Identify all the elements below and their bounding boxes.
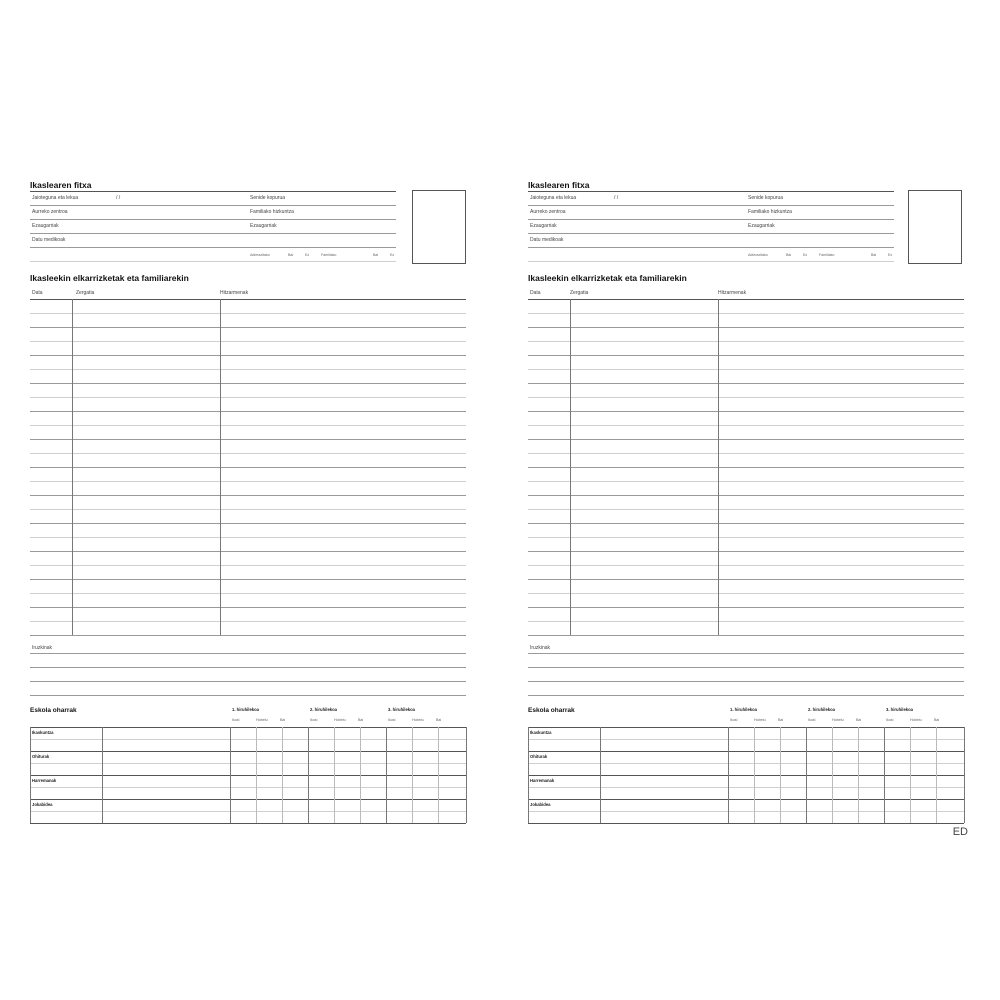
period-3: 3. hiruhilekoa bbox=[886, 707, 913, 712]
talks-row-rule bbox=[30, 355, 466, 356]
field-prev-school: Aurreko zentroa bbox=[530, 209, 566, 215]
col-agreements: Hitzarmenak bbox=[220, 290, 249, 296]
school-group-label: Ohiturak bbox=[530, 754, 548, 759]
school-column-rule bbox=[256, 727, 257, 823]
school-row-rule bbox=[528, 823, 964, 824]
school-row-rule bbox=[30, 727, 466, 728]
school-column-rule bbox=[884, 727, 885, 823]
talks-row-rule bbox=[30, 369, 466, 370]
school-row-rule bbox=[30, 811, 466, 812]
school-row-rule bbox=[528, 787, 964, 788]
talks-row-rule bbox=[528, 467, 964, 468]
field-birth: Jaioteguna eta lekua bbox=[32, 195, 79, 201]
photo-box bbox=[908, 190, 962, 264]
school-group-label: Jokabidea bbox=[32, 802, 53, 807]
talks-row-rule bbox=[528, 607, 964, 608]
talks-row-rule bbox=[30, 635, 466, 636]
school-row-rule bbox=[528, 739, 964, 740]
school-column-rule bbox=[386, 727, 387, 823]
talks-row-rule bbox=[30, 411, 466, 412]
col-agreements: Hitzarmenak bbox=[718, 290, 747, 296]
talks-column-rule bbox=[570, 299, 571, 635]
school-row-rule bbox=[528, 763, 964, 764]
school-column-rule bbox=[528, 727, 529, 823]
check-no-2: Ez bbox=[390, 253, 395, 257]
talks-row-rule bbox=[528, 635, 964, 636]
talks-row-rule bbox=[30, 439, 466, 440]
period-subcol-label: Hobetu bbox=[412, 718, 424, 722]
school-column-rule bbox=[806, 727, 807, 823]
talks-row-rule bbox=[30, 579, 466, 580]
talks-column-rule bbox=[72, 299, 73, 635]
talks-title: Ikasleekin elkarrizketak eta familiarekin bbox=[30, 273, 189, 283]
talks-column-rule bbox=[718, 299, 719, 635]
check-label: Adierazitako bbox=[250, 253, 270, 257]
school-column-rule bbox=[754, 727, 755, 823]
talks-row-rule bbox=[30, 593, 466, 594]
school-row-rule bbox=[30, 775, 466, 776]
talks-row-rule bbox=[30, 467, 466, 468]
talks-row-rule bbox=[30, 327, 466, 328]
talks-row-rule bbox=[528, 481, 964, 482]
talks-row-rule bbox=[30, 425, 466, 426]
col-reason: Zergatia bbox=[76, 290, 95, 296]
check-label-2: Familiako bbox=[819, 253, 835, 257]
school-title: Eskola oharrak bbox=[30, 707, 77, 714]
school-column-rule bbox=[412, 727, 413, 823]
period-subcol-label: Hobetu bbox=[754, 718, 766, 722]
school-column-rule bbox=[910, 727, 911, 823]
card-title: Ikaslearen fitxa bbox=[528, 180, 590, 190]
period-subcol-label: Bai bbox=[436, 718, 442, 722]
check-yes-2: Bai bbox=[871, 253, 877, 257]
school-column-rule bbox=[964, 727, 965, 823]
talks-row-rule bbox=[30, 383, 466, 384]
school-column-rule bbox=[282, 727, 283, 823]
period-1: 1. hiruhilekoa bbox=[232, 707, 259, 712]
school-column-rule bbox=[600, 727, 601, 823]
talks-row-rule bbox=[30, 313, 466, 314]
talks-row-rule bbox=[528, 369, 964, 370]
period-subcol-label: Hobetu bbox=[334, 718, 346, 722]
school-row-rule bbox=[528, 775, 964, 776]
school-column-rule bbox=[102, 727, 103, 823]
school-column-rule bbox=[438, 727, 439, 823]
date-mark: / / bbox=[116, 195, 121, 201]
talks-row-rule bbox=[528, 397, 964, 398]
card-title: Ikaslearen fitxa bbox=[30, 180, 92, 190]
field-language: Familiako hizkuntza bbox=[748, 209, 792, 215]
school-row-rule bbox=[528, 811, 964, 812]
talks-row-rule bbox=[30, 607, 466, 608]
check-yes-2: Bai bbox=[373, 253, 379, 257]
period-subcol-label: Ikusi bbox=[310, 718, 318, 722]
school-column-rule bbox=[360, 727, 361, 823]
field-medical: Datu medikoak bbox=[32, 237, 66, 243]
talks-row-rule bbox=[528, 341, 964, 342]
school-group-label: Harremanak bbox=[32, 778, 57, 783]
period-2: 2. hiruhilekoa bbox=[310, 707, 337, 712]
field-siblings: Senide kopurua bbox=[250, 195, 286, 201]
talks-row-rule bbox=[528, 621, 964, 622]
school-column-rule bbox=[230, 727, 231, 823]
talks-row-rule bbox=[528, 439, 964, 440]
date-mark: / / bbox=[614, 195, 619, 201]
school-column-rule bbox=[30, 727, 31, 823]
school-column-rule bbox=[466, 727, 467, 823]
school-column-rule bbox=[936, 727, 937, 823]
talks-header-rule bbox=[30, 299, 466, 300]
period-subcol-label: Bai bbox=[280, 718, 286, 722]
school-group-label: Harremanak bbox=[530, 778, 555, 783]
right-page bbox=[528, 175, 968, 835]
talks-row-rule bbox=[528, 593, 964, 594]
field-birth: Jaioteguna eta lekua bbox=[530, 195, 577, 201]
talks-row-rule bbox=[528, 453, 964, 454]
school-group-label: Ikaskuntza bbox=[530, 730, 552, 735]
period-subcol-label: Ikusi bbox=[388, 718, 396, 722]
talks-row-rule bbox=[528, 551, 964, 552]
talks-row-rule bbox=[528, 579, 964, 580]
talks-row-rule bbox=[528, 327, 964, 328]
school-row-rule bbox=[30, 751, 466, 752]
talks-row-rule bbox=[528, 523, 964, 524]
school-group-label: Ohiturak bbox=[32, 754, 50, 759]
talks-row-rule bbox=[30, 551, 466, 552]
talks-row-rule bbox=[30, 621, 466, 622]
talks-row-rule bbox=[30, 565, 466, 566]
talks-row-rule bbox=[30, 481, 466, 482]
period-3: 3. hiruhilekoa bbox=[388, 707, 415, 712]
period-subcol-label: Bai bbox=[778, 718, 784, 722]
talks-row-rule bbox=[528, 509, 964, 510]
talks-row-rule bbox=[30, 537, 466, 538]
period-subcol-label: Hobetu bbox=[910, 718, 922, 722]
talks-row-rule bbox=[528, 565, 964, 566]
field-medical: Datu medikoak bbox=[530, 237, 564, 243]
notes-label: Iruzkinak bbox=[530, 645, 551, 651]
col-date: Data bbox=[530, 290, 541, 296]
talks-column-rule bbox=[220, 299, 221, 635]
period-2: 2. hiruhilekoa bbox=[808, 707, 835, 712]
school-row-rule bbox=[30, 739, 466, 740]
talks-row-rule bbox=[30, 523, 466, 524]
field-siblings: Senide kopurua bbox=[748, 195, 784, 201]
check-no: Ez bbox=[803, 253, 808, 257]
school-column-rule bbox=[858, 727, 859, 823]
talks-row-rule bbox=[528, 355, 964, 356]
period-subcol-label: Ikusi bbox=[886, 718, 894, 722]
field-prev-school: Aurreko zentroa bbox=[32, 209, 68, 215]
school-row-rule bbox=[30, 823, 466, 824]
publisher-logo: ED bbox=[952, 826, 968, 838]
period-subcol-label: Bai bbox=[358, 718, 364, 722]
check-label-2: Familiako bbox=[321, 253, 337, 257]
talks-row-rule bbox=[30, 341, 466, 342]
talks-row-rule bbox=[528, 383, 964, 384]
school-column-rule bbox=[780, 727, 781, 823]
talks-row-rule bbox=[528, 537, 964, 538]
talks-row-rule bbox=[30, 509, 466, 510]
check-yes: Bai bbox=[786, 253, 792, 257]
period-subcol-label: Ikusi bbox=[808, 718, 816, 722]
period-subcol-label: Bai bbox=[934, 718, 940, 722]
talks-row-rule bbox=[528, 411, 964, 412]
talks-row-rule bbox=[30, 495, 466, 496]
field-features: Ezaugarriak bbox=[32, 223, 59, 229]
talks-row-rule bbox=[528, 495, 964, 496]
school-group-label: Ikaskuntza bbox=[32, 730, 54, 735]
field-language: Familiako hizkuntza bbox=[250, 209, 294, 215]
talks-title: Ikasleekin elkarrizketak eta familiarekin bbox=[528, 273, 687, 283]
school-title: Eskola oharrak bbox=[528, 707, 575, 714]
check-no: Ez bbox=[305, 253, 310, 257]
school-group-label: Jokabidea bbox=[530, 802, 551, 807]
school-column-rule bbox=[728, 727, 729, 823]
school-column-rule bbox=[832, 727, 833, 823]
school-row-rule bbox=[30, 787, 466, 788]
photo-box bbox=[412, 190, 466, 264]
school-row-rule bbox=[30, 799, 466, 800]
period-1: 1. hiruhilekoa bbox=[730, 707, 757, 712]
notes-label: Iruzkinak bbox=[32, 645, 53, 651]
check-no-2: Ez bbox=[888, 253, 893, 257]
school-row-rule bbox=[528, 727, 964, 728]
school-row-rule bbox=[30, 763, 466, 764]
period-subcol-label: Ikusi bbox=[730, 718, 738, 722]
col-reason: Zergatia bbox=[570, 290, 589, 296]
check-label: Adierazitako bbox=[748, 253, 768, 257]
school-column-rule bbox=[334, 727, 335, 823]
school-row-rule bbox=[528, 799, 964, 800]
field-features-right: Ezaugarriak bbox=[250, 223, 277, 229]
left-page bbox=[30, 175, 470, 835]
check-yes: Bai bbox=[288, 253, 294, 257]
col-date: Data bbox=[32, 290, 43, 296]
period-subcol-label: Hobetu bbox=[256, 718, 268, 722]
period-subcol-label: Bai bbox=[856, 718, 862, 722]
field-features: Ezaugarriak bbox=[530, 223, 557, 229]
talks-header-rule bbox=[528, 299, 964, 300]
school-row-rule bbox=[528, 751, 964, 752]
talks-row-rule bbox=[528, 313, 964, 314]
talks-row-rule bbox=[30, 453, 466, 454]
field-features-right: Ezaugarriak bbox=[748, 223, 775, 229]
school-column-rule bbox=[308, 727, 309, 823]
period-subcol-label: Hobetu bbox=[832, 718, 844, 722]
period-subcol-label: Ikusi bbox=[232, 718, 240, 722]
talks-row-rule bbox=[30, 397, 466, 398]
talks-row-rule bbox=[528, 425, 964, 426]
